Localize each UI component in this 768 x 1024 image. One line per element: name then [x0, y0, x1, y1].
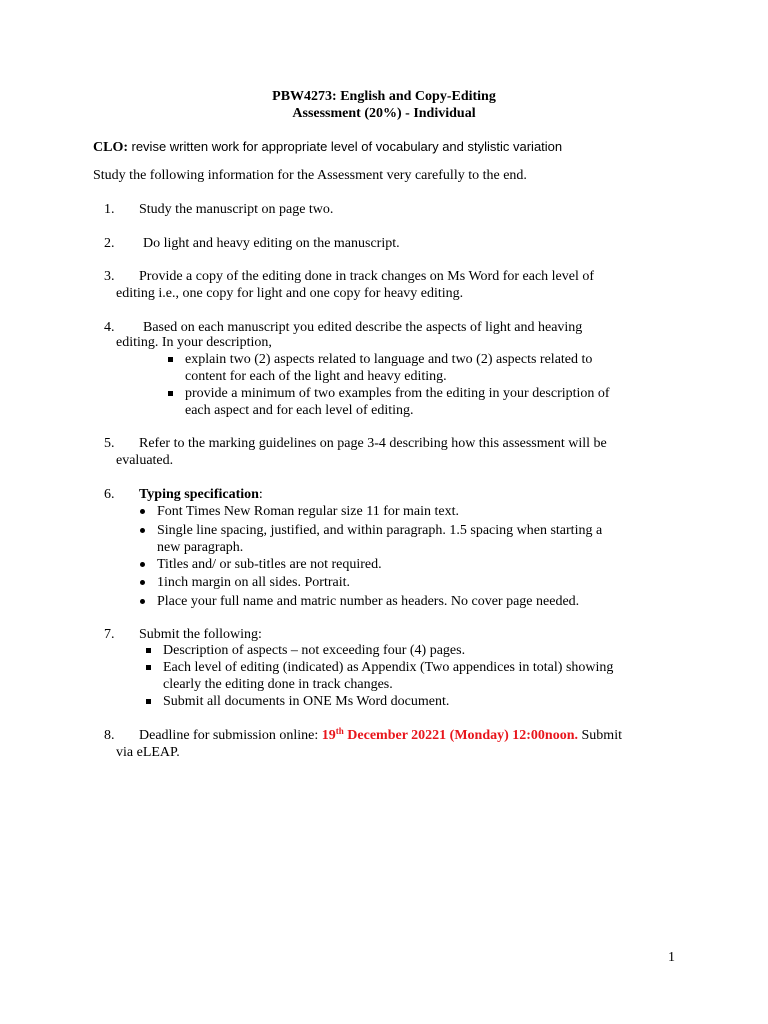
bullet-item-continued: content for each of the light and heavy editing.: [185, 369, 447, 384]
bullet-item: explain two (2) aspects related to language and two (2) aspects related to: [185, 352, 593, 367]
bullet-item: Font Times New Roman regular size 11 for main text.: [157, 504, 459, 519]
item-number: 1.: [104, 202, 115, 217]
bullet-item: Single line spacing, justified, and within paragraph. 1.5 spacing when starting a: [157, 523, 603, 538]
item-text: Do light and heavy editing on the manuscript.: [143, 236, 400, 251]
clo-text: revise written work for appropriate level of vocabulary and stylistic variation: [131, 139, 563, 154]
bullet-item: Submit all documents in ONE Ms Word document.: [163, 694, 450, 709]
typing-spec-label: Typing specification: [139, 487, 259, 502]
item-text-continued: evaluated.: [116, 453, 174, 468]
deadline-line: [139, 727, 622, 744]
item-text: Refer to the marking guidelines on page 3-4 describing how this assessment will be: [139, 436, 607, 451]
item-number: 5.: [104, 436, 115, 451]
clo-line: [93, 138, 562, 156]
item-text: Study the manuscript on page two.: [139, 202, 334, 217]
deadline-label: Deadline for submission online:: [139, 728, 319, 743]
item-number: 3.: [104, 269, 115, 284]
bullet-item: Titles and/ or sub-titles are not required.: [157, 557, 382, 572]
typing-spec-colon: :: [258, 487, 263, 502]
item-text-continued: editing. In your description,: [116, 335, 272, 350]
deadline-day-suffix: th: [335, 726, 344, 736]
bullet-item-continued: clearly the editing done in track changes.: [163, 677, 393, 692]
deadline-day: 19: [321, 728, 336, 743]
item-number: 8.: [104, 728, 115, 743]
item-text-continued: editing i.e., one copy for light and one copy for heavy editing.: [116, 286, 464, 301]
document-subtitle: Assessment (20%) - Individual: [292, 106, 476, 121]
bullet-item-continued: new paragraph.: [157, 540, 244, 555]
bullet-item: 1inch margin on all sides. Portrait.: [157, 575, 350, 590]
item-number: 2.: [104, 236, 115, 251]
item-text: Based on each manuscript you edited describe the aspects of light and heaving: [143, 320, 583, 335]
page-number: 1: [668, 950, 675, 965]
typing-spec-heading: [139, 486, 263, 503]
deadline-date: [322, 728, 578, 743]
clo-label: CLO:: [93, 140, 128, 155]
intro-text: Study the following information for the Assessment very carefully to the end.: [93, 168, 527, 183]
bullet-item: Place your full name and matric number as headers. No cover page needed.: [157, 594, 580, 609]
item-number: 7.: [104, 627, 115, 642]
bullet-item: provide a minimum of two examples from the editing in your description of: [185, 386, 610, 401]
item-number: 6.: [104, 487, 115, 502]
bullet-item: Description of aspects – not exceeding four (4) pages.: [163, 643, 466, 658]
item-number: 4.: [104, 320, 115, 335]
item-text: Submit the following:: [139, 627, 262, 642]
deadline-after: Submit: [581, 728, 622, 743]
bullet-item: Each level of editing (indicated) as Appendix (Two appendices in total) showing: [163, 660, 614, 675]
deadline-rest: December 20221 (Monday) 12:00noon.: [347, 728, 579, 743]
document-title: PBW4273: English and Copy-Editing: [272, 89, 496, 104]
item-text: Provide a copy of the editing done in track changes on Ms Word for each level of: [139, 269, 595, 284]
bullet-item-continued: each aspect and for each level of editing.: [185, 403, 414, 418]
item-text-continued: via eLEAP.: [116, 745, 180, 760]
